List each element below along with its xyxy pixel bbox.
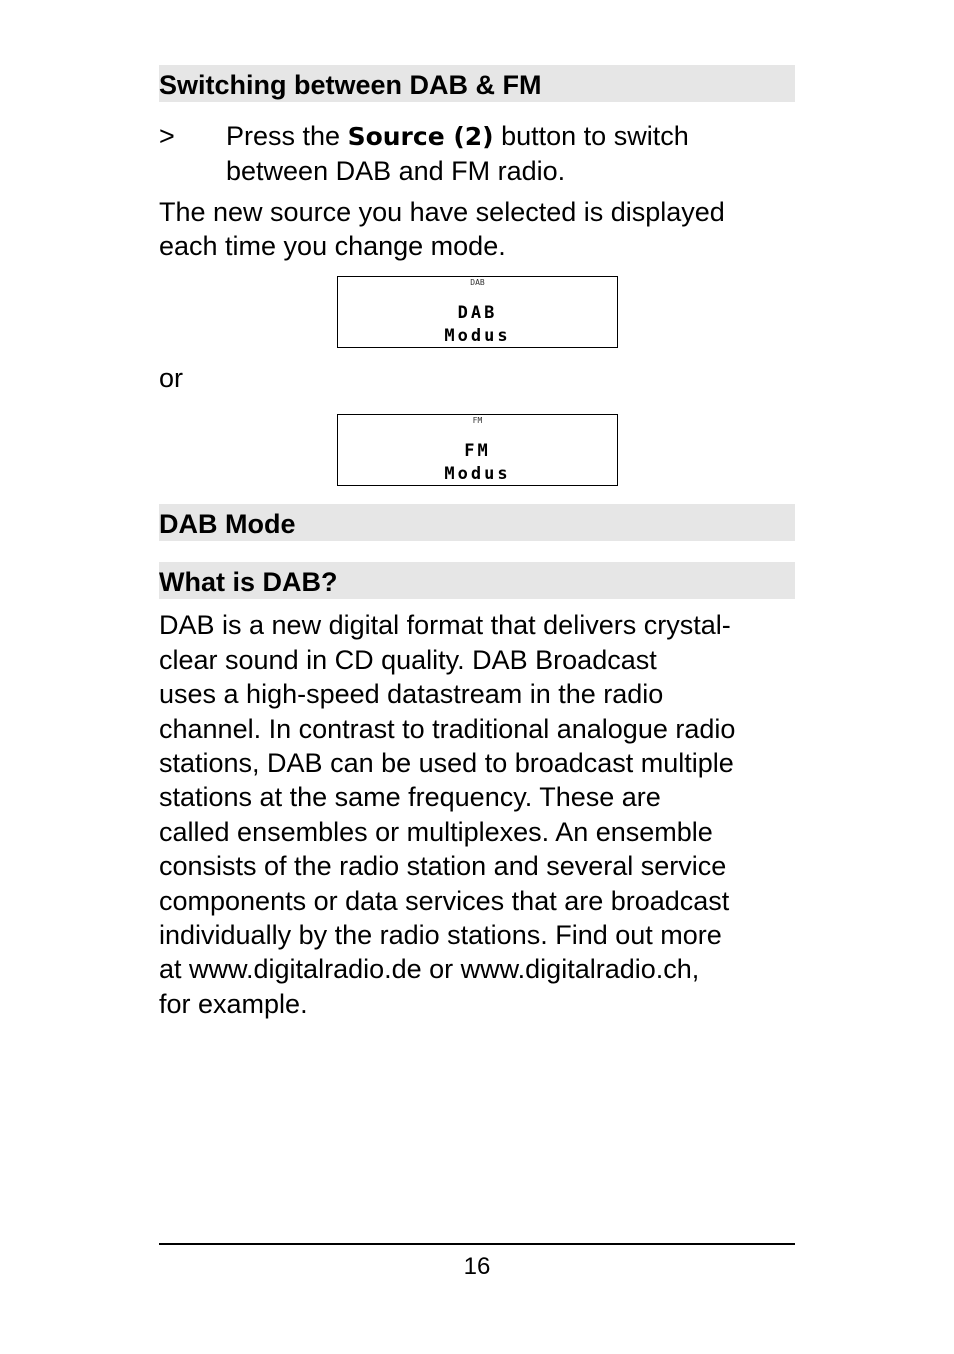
body-line: stations at the same frequency. These are (159, 782, 661, 812)
dab-mode-display (337, 276, 618, 348)
bullet-text-pre: Press the (226, 121, 348, 151)
body-line: DAB is a new digital format that delivers crystal- (159, 610, 731, 640)
display-line2: Modus (444, 464, 511, 484)
body-line: uses a high-speed datastream in the radio (159, 679, 664, 709)
display-indicator: FM (472, 416, 483, 425)
display-line2: Modus (444, 326, 511, 346)
body-line: channel. In contrast to traditional analogue radio (159, 714, 736, 744)
bullet-instruction-line2: between DAB and FM radio. (226, 156, 566, 186)
page-number: 16 (463, 1253, 491, 1280)
body-line: at www.digitalradio.de or www.digitalradio.ch, (159, 954, 700, 984)
body-line: clear sound in CD quality. DAB Broadcast (159, 645, 657, 675)
paragraph-line: each time you change mode. (159, 231, 506, 261)
bullet-instruction (226, 119, 689, 154)
display-line1: DAB (457, 303, 498, 323)
source-button-reference: Source (2) (347, 122, 494, 151)
fm-mode-display (337, 414, 618, 486)
body-line: called ensembles or multiplexes. An ensemble (159, 817, 713, 847)
body-line: consists of the radio station and several service (159, 851, 727, 881)
or-text: or (159, 363, 184, 393)
paragraph-line: The new source you have selected is displayed (159, 197, 725, 227)
body-line: individually by the radio stations. Find out more (159, 920, 722, 950)
heading-dab-mode: DAB Mode (159, 504, 795, 541)
display-indicator: DAB (470, 278, 485, 287)
body-line: components or data services that are broadcast (159, 886, 730, 916)
heading-switching-dab-fm: Switching between DAB & FM (159, 65, 795, 102)
heading-what-is-dab: What is DAB? (159, 562, 795, 599)
bullet-text-post: button to switch (493, 121, 689, 151)
body-line: for example. (159, 989, 308, 1019)
bullet-marker: > (159, 121, 175, 151)
body-line: stations, DAB can be used to broadcast multiple (159, 748, 734, 778)
display-line1: FM (464, 441, 491, 461)
footer-divider (159, 1243, 795, 1245)
